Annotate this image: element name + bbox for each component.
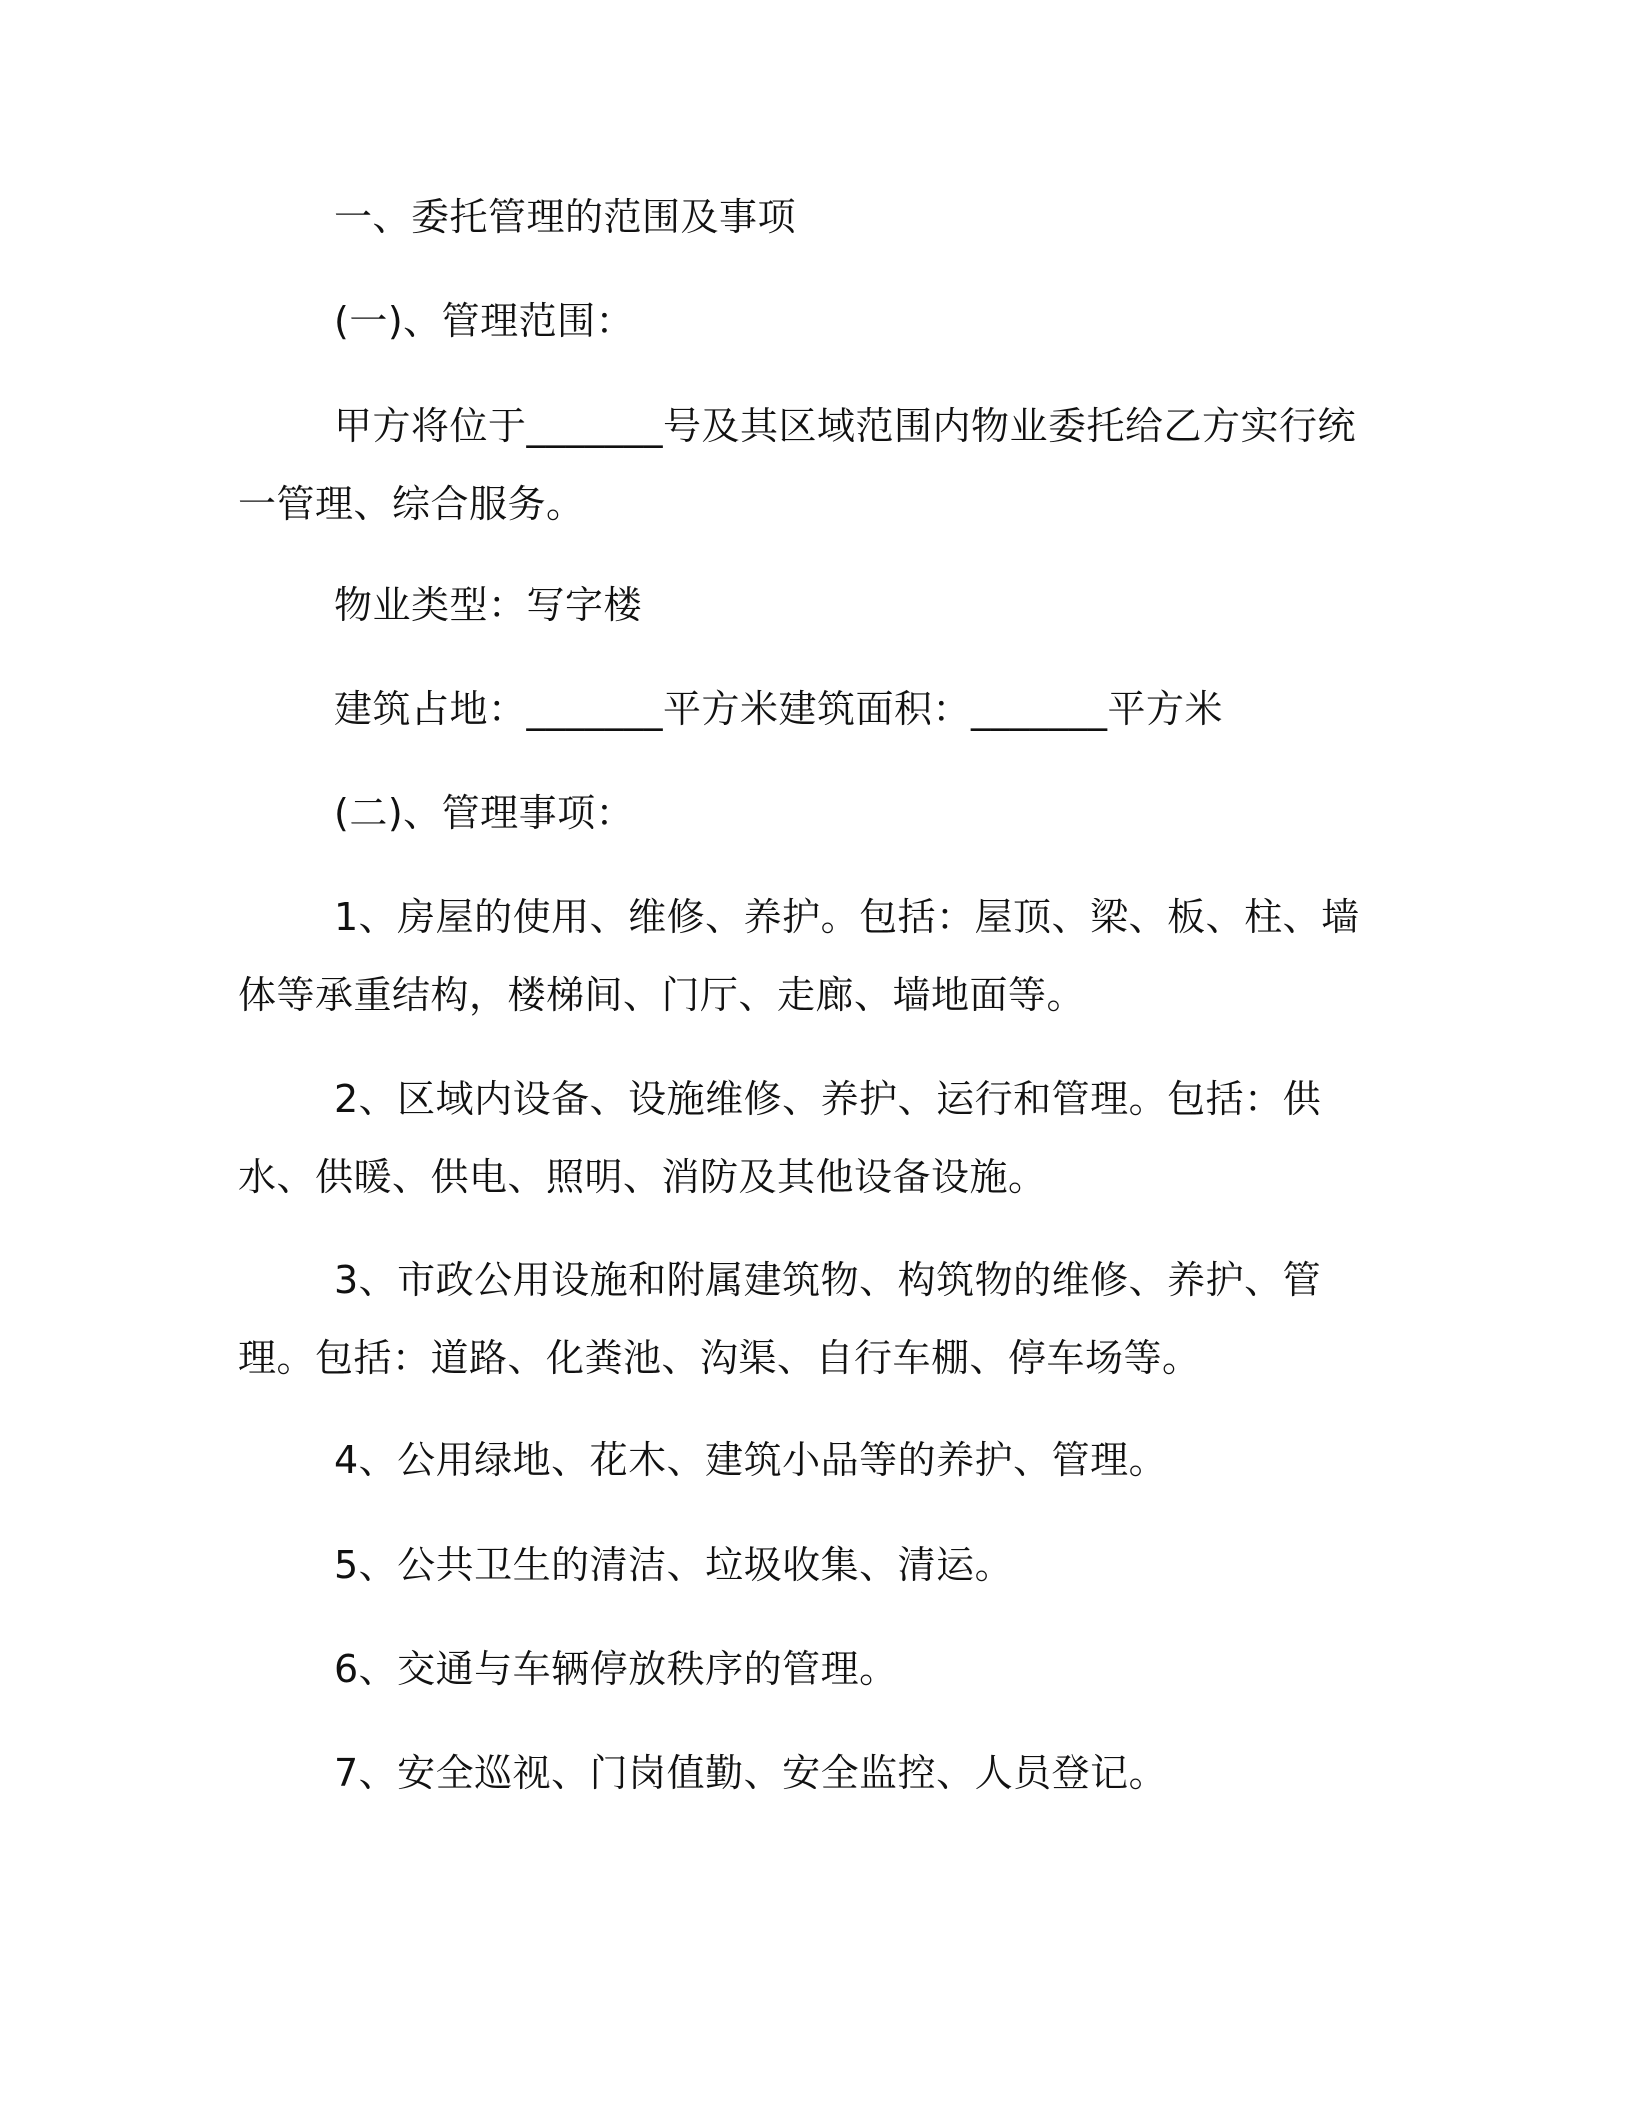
list-item: 7、安全巡视、门岗值勤、安全监控、人员登记。	[334, 1751, 1168, 1795]
building-area: 建筑占地：_______平方米建筑面积：_______平方米	[334, 687, 1224, 731]
scope-paragraph: 甲方将位于_______号及其区域范围内物业委托给乙方实行统一管理、综合服务。	[238, 404, 1357, 526]
subsection-heading-matters: (二)、管理事项：	[334, 791, 635, 835]
property-type: 物业类型：写字楼	[334, 583, 643, 627]
subsection-heading-scope: (一)、管理范围：	[334, 299, 635, 343]
list-item: 4、公用绿地、花木、建筑小品等的养护、管理。	[334, 1438, 1168, 1482]
list-item: 5、公共卫生的清洁、垃圾收集、清运。	[334, 1543, 1014, 1587]
list-item: 2、区域内设备、设施维修、养护、运行和管理。包括：供水、供暖、供电、照明、消防及其他设备设施。	[238, 1077, 1322, 1199]
section-heading: 一、委托管理的范围及事项	[334, 195, 797, 239]
list-item: 3、市政公用设施和附属建筑物、构筑物的维修、养护、管理。包括：道路、化粪池、沟渠、自行车棚、停车场等。	[238, 1258, 1322, 1380]
list-item: 6、交通与车辆停放秩序的管理。	[334, 1647, 898, 1691]
list-item: 1、房屋的使用、维修、养护。包括：屋顶、梁、板、柱、墙体等承重结构，楼梯间、门厅、走廊、墙地面等。	[238, 895, 1360, 1017]
